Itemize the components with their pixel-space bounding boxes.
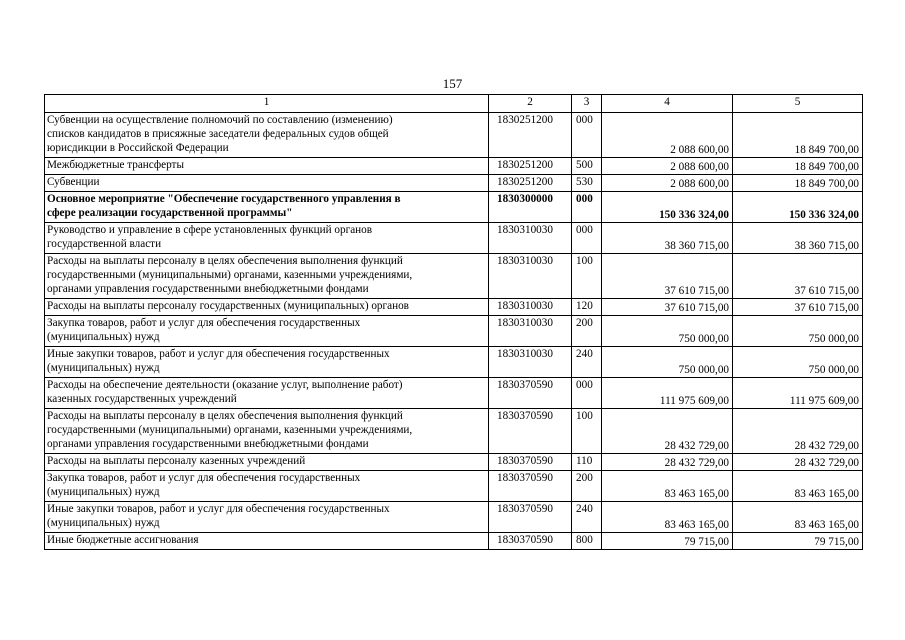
row-value-col5: 38 360 715,00 xyxy=(733,223,863,254)
table-header-row xyxy=(45,95,863,113)
budget-table xyxy=(44,94,863,550)
table-row xyxy=(45,223,863,254)
row-value-col4: 79 715,00 xyxy=(602,533,733,550)
row-subcode: 240 xyxy=(572,502,602,533)
row-description xyxy=(45,471,489,502)
description-line: Субвенции xyxy=(47,176,100,188)
description-line: органами управления государственными внебюджетными фондами xyxy=(47,438,369,450)
row-value-col4: 150 336 324,00 xyxy=(602,192,733,223)
row-value-col5: 150 336 324,00 xyxy=(733,192,863,223)
row-code: 1830310030 xyxy=(489,223,572,254)
row-value-col5: 28 432 729,00 xyxy=(733,454,863,471)
table-row xyxy=(45,254,863,299)
table-row xyxy=(45,409,863,454)
row-value-col5: 83 463 165,00 xyxy=(733,502,863,533)
description-line: государственными (муниципальными) органами, казенными учреждениями, xyxy=(47,424,413,436)
row-code: 1830370590 xyxy=(489,471,572,502)
table-row xyxy=(45,316,863,347)
row-description xyxy=(45,378,489,409)
table-row xyxy=(45,378,863,409)
row-value-col4: 750 000,00 xyxy=(602,316,733,347)
row-value-col5: 83 463 165,00 xyxy=(733,471,863,502)
row-subcode: 000 xyxy=(572,378,602,409)
description-line: списков кандидатов в присяжные заседатели федеральных судов общей xyxy=(47,128,389,140)
description-line: Расходы на выплаты персоналу казенных учреждений xyxy=(47,455,306,467)
row-description xyxy=(45,113,489,158)
description-line: государственной власти xyxy=(47,238,162,250)
column-header: 2 xyxy=(489,95,572,113)
row-description xyxy=(45,192,489,223)
page-number: 157 xyxy=(442,76,463,91)
row-value-col5: 750 000,00 xyxy=(733,347,863,378)
column-header: 4 xyxy=(602,95,733,113)
row-value-col5: 18 849 700,00 xyxy=(733,158,863,175)
row-description xyxy=(45,158,489,175)
table-row xyxy=(45,502,863,533)
row-subcode: 530 xyxy=(572,175,602,192)
table-row xyxy=(45,113,863,158)
column-header: 3 xyxy=(572,95,602,113)
row-code: 1830370590 xyxy=(489,502,572,533)
description-line: (муниципальных) нужд xyxy=(47,362,160,374)
row-subcode: 100 xyxy=(572,254,602,299)
description-line: Расходы на выплаты персоналу государственных (муниципальных) органов xyxy=(47,300,409,312)
row-subcode: 240 xyxy=(572,347,602,378)
row-subcode: 120 xyxy=(572,299,602,316)
description-line: (муниципальных) нужд xyxy=(47,486,160,498)
row-code: 1830310030 xyxy=(489,316,572,347)
table-row xyxy=(45,192,863,223)
description-line: Расходы на обеспечение деятельности (оказание услуг, выполнение работ) xyxy=(47,379,403,391)
row-value-col5: 111 975 609,00 xyxy=(733,378,863,409)
row-value-col4: 37 610 715,00 xyxy=(602,299,733,316)
row-subcode: 000 xyxy=(572,113,602,158)
row-value-col4: 83 463 165,00 xyxy=(602,471,733,502)
description-line: (муниципальных) нужд xyxy=(47,517,160,529)
row-code: 1830251200 xyxy=(489,113,572,158)
row-subcode: 800 xyxy=(572,533,602,550)
description-line: Иные бюджетные ассигнования xyxy=(47,534,199,546)
row-description xyxy=(45,223,489,254)
row-value-col4: 38 360 715,00 xyxy=(602,223,733,254)
row-value-col4: 750 000,00 xyxy=(602,347,733,378)
row-description xyxy=(45,175,489,192)
row-value-col4: 2 088 600,00 xyxy=(602,175,733,192)
row-value-col4: 2 088 600,00 xyxy=(602,113,733,158)
row-value-col5: 750 000,00 xyxy=(733,316,863,347)
description-line: казенных государственных учреждений xyxy=(47,393,237,405)
description-line: юрисдикции в Российской Федерации xyxy=(47,142,229,154)
row-value-col4: 37 610 715,00 xyxy=(602,254,733,299)
row-value-col5: 37 610 715,00 xyxy=(733,254,863,299)
table-row xyxy=(45,533,863,550)
description-line: Закупка товаров, работ и услуг для обеспечения государственных xyxy=(47,472,361,484)
row-subcode: 000 xyxy=(572,192,602,223)
row-subcode: 110 xyxy=(572,454,602,471)
row-value-col4: 83 463 165,00 xyxy=(602,502,733,533)
description-line: сфере реализации государственной программы" xyxy=(47,207,293,219)
table-row xyxy=(45,299,863,316)
row-code: 1830251200 xyxy=(489,158,572,175)
row-subcode: 200 xyxy=(572,471,602,502)
row-code: 1830310030 xyxy=(489,254,572,299)
row-value-col5: 18 849 700,00 xyxy=(733,175,863,192)
row-description xyxy=(45,454,489,471)
row-code: 1830310030 xyxy=(489,347,572,378)
row-code: 1830370590 xyxy=(489,454,572,471)
row-description xyxy=(45,347,489,378)
table-row xyxy=(45,471,863,502)
row-code: 1830310030 xyxy=(489,299,572,316)
row-description xyxy=(45,502,489,533)
row-description xyxy=(45,299,489,316)
table-row xyxy=(45,454,863,471)
row-description xyxy=(45,533,489,550)
row-code: 1830300000 xyxy=(489,192,572,223)
row-value-col5: 79 715,00 xyxy=(733,533,863,550)
description-line: Межбюджетные трансферты xyxy=(47,159,184,171)
row-subcode: 100 xyxy=(572,409,602,454)
description-line: государственными (муниципальными) органами, казенными учреждениями, xyxy=(47,269,413,281)
row-value-col5: 18 849 700,00 xyxy=(733,113,863,158)
row-subcode: 200 xyxy=(572,316,602,347)
description-line: Расходы на выплаты персоналу в целях обеспечения выполнения функций xyxy=(47,255,403,267)
column-header: 1 xyxy=(45,95,489,113)
description-line: Иные закупки товаров, работ и услуг для обеспечения государственных xyxy=(47,348,390,360)
table-row xyxy=(45,158,863,175)
row-code: 1830370590 xyxy=(489,378,572,409)
table-row xyxy=(45,175,863,192)
row-subcode: 000 xyxy=(572,223,602,254)
description-line: Расходы на выплаты персоналу в целях обеспечения выполнения функций xyxy=(47,410,403,422)
table-body xyxy=(45,95,863,550)
row-value-col4: 28 432 729,00 xyxy=(602,454,733,471)
description-line: Закупка товаров, работ и услуг для обеспечения государственных xyxy=(47,317,361,329)
row-subcode: 500 xyxy=(572,158,602,175)
table-row xyxy=(45,347,863,378)
row-code: 1830251200 xyxy=(489,175,572,192)
row-description xyxy=(45,254,489,299)
description-line: Иные закупки товаров, работ и услуг для обеспечения государственных xyxy=(47,503,390,515)
row-value-col5: 37 610 715,00 xyxy=(733,299,863,316)
row-code: 1830370590 xyxy=(489,533,572,550)
row-value-col4: 28 432 729,00 xyxy=(602,409,733,454)
row-description xyxy=(45,316,489,347)
row-value-col4: 111 975 609,00 xyxy=(602,378,733,409)
column-header: 5 xyxy=(733,95,863,113)
row-description xyxy=(45,409,489,454)
description-line: органами управления государственными внебюджетными фондами xyxy=(47,283,369,295)
row-value-col5: 28 432 729,00 xyxy=(733,409,863,454)
row-value-col4: 2 088 600,00 xyxy=(602,158,733,175)
row-code: 1830370590 xyxy=(489,409,572,454)
description-line: (муниципальных) нужд xyxy=(47,331,160,343)
description-line: Субвенции на осуществление полномочий по составлению (изменению) xyxy=(47,114,393,126)
description-line: Руководство и управление в сфере установленных функций органов xyxy=(47,224,373,236)
description-line: Основное мероприятие "Обеспечение государственного управления в xyxy=(47,193,401,205)
